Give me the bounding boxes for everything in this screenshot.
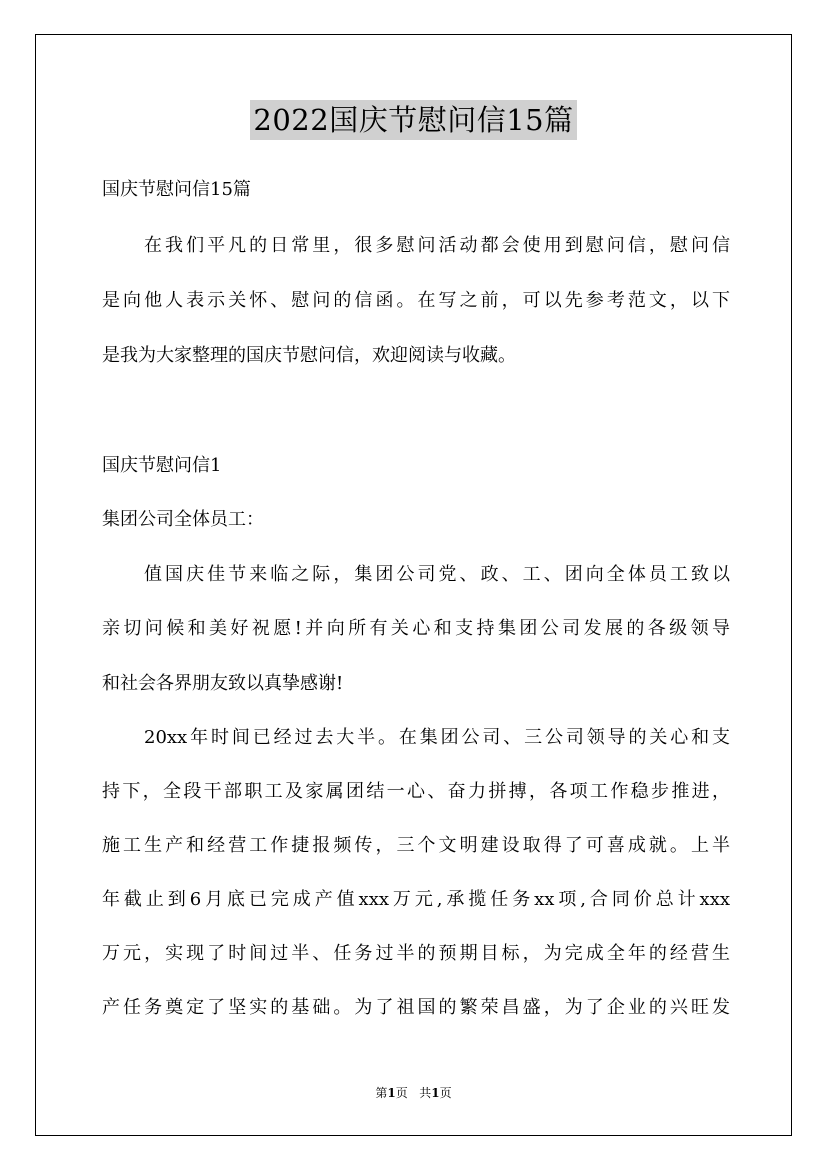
salutation: 集团公司全体员工： xyxy=(102,509,264,530)
total-label-suffix: 页 xyxy=(439,1086,452,1100)
intro-line: 是向他人表示关怀、慰问的信函。在写之前，可以先参考范文，以下 xyxy=(102,290,730,311)
page-footer xyxy=(0,1085,827,1101)
paragraph-line: 持下，全段干部职工及家属团结一心、奋力拼搏，各项工作稳步推进， xyxy=(102,781,730,802)
paragraph-line: 施工生产和经营工作捷报频传，三个文明建设取得了可喜成就。上半 xyxy=(102,835,730,856)
section-heading: 国庆节慰问信1 xyxy=(102,455,222,476)
title-container xyxy=(0,100,827,140)
paragraph-line: 年截止到6月底已完成产值xxx万元,承揽任务xx项,合同价总计xxx xyxy=(102,889,730,910)
paragraph-line: 万元，实现了时间过半、任务过半的预期目标，为完成全年的经营生 xyxy=(102,943,730,964)
page-number: 1 xyxy=(387,1086,396,1100)
paragraph-line: 值国庆佳节来临之际，集团公司党、政、工、团向全体员工致以 xyxy=(144,564,730,585)
paragraph-line: 亲切问候和美好祝愿!并向所有关心和支持集团公司发展的各级领导 xyxy=(102,618,730,639)
page-label-suffix: 页 xyxy=(395,1086,408,1100)
total-pages: 1 xyxy=(431,1086,440,1100)
paragraph-line: 20xx年时间已经过去大半。在集团公司、三公司领导的关心和支 xyxy=(144,727,730,748)
intro-line: 在我们平凡的日常里，很多慰问活动都会使用到慰问信，慰问信 xyxy=(144,235,730,256)
document-title: 2022国庆节慰问信15篇 xyxy=(250,100,576,140)
intro-line: 是我为大家整理的国庆节慰问信，欢迎阅读与收藏。 xyxy=(102,345,516,366)
subtitle: 国庆节慰问信15篇 xyxy=(102,179,251,200)
total-label-prefix: 共 xyxy=(419,1086,432,1100)
paragraph-line: 产任务奠定了坚实的基础。为了祖国的繁荣昌盛，为了企业的兴旺发 xyxy=(102,997,730,1018)
paragraph-line: 和社会各界朋友致以真挚感谢! xyxy=(102,673,344,694)
page-label-prefix: 第 xyxy=(375,1086,388,1100)
